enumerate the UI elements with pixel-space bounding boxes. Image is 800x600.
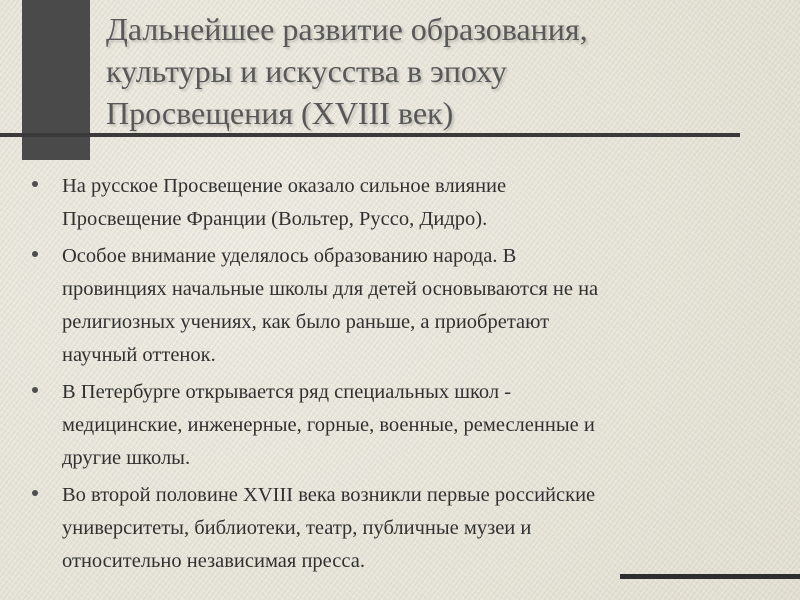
- bullet-text-line: медицинские, инженерные, горные, военные, ремесленные и: [62, 414, 595, 436]
- slide-title-line: Дальнейшее развитие образования,: [106, 11, 588, 47]
- bullet-item: [32, 170, 772, 236]
- slide-title-line: Просвещения (XVIII век): [106, 95, 454, 131]
- bullet-text-line: Просвещение Франции (Вольтер, Руссо, Дидро).: [62, 208, 488, 230]
- bullet-text-line: другие школы.: [62, 447, 191, 469]
- bullet-text-line: научный оттенок.: [62, 344, 216, 366]
- bullet-text-line: университеты, библиотеки, театр, публичные музеи и: [62, 517, 532, 539]
- slide-title-line: культуры и искусства в эпоху: [106, 53, 507, 89]
- bullet-text-line: Во второй половине XVIII века возникли первые российские: [62, 484, 596, 506]
- bullet-item: [32, 240, 772, 372]
- slide-title: [106, 8, 766, 134]
- footer-accent-bar: [620, 574, 800, 579]
- bullet-dot-icon: [32, 387, 38, 393]
- bullet-text-line: религиозных учениях, как было раньше, а приобретают: [62, 311, 550, 333]
- bullet-list: [32, 170, 772, 582]
- bullet-text-line: Особое внимание уделялось образованию народа. В: [62, 245, 517, 267]
- bullet-text-line: В Петербурге открывается ряд специальных школ -: [62, 381, 512, 403]
- bullet-item: [32, 376, 772, 475]
- bullet-dot-icon: [32, 181, 38, 187]
- bullet-text-line: провинциях начальные школы для детей основываются не на: [62, 278, 599, 300]
- bullet-text-line: На русское Просвещение оказало сильное влияние: [62, 175, 507, 197]
- bullet-item: [32, 479, 772, 578]
- bullet-dot-icon: [32, 251, 38, 257]
- bullet-dot-icon: [32, 490, 38, 496]
- bullet-text-line: относительно независимая пресса.: [62, 550, 365, 572]
